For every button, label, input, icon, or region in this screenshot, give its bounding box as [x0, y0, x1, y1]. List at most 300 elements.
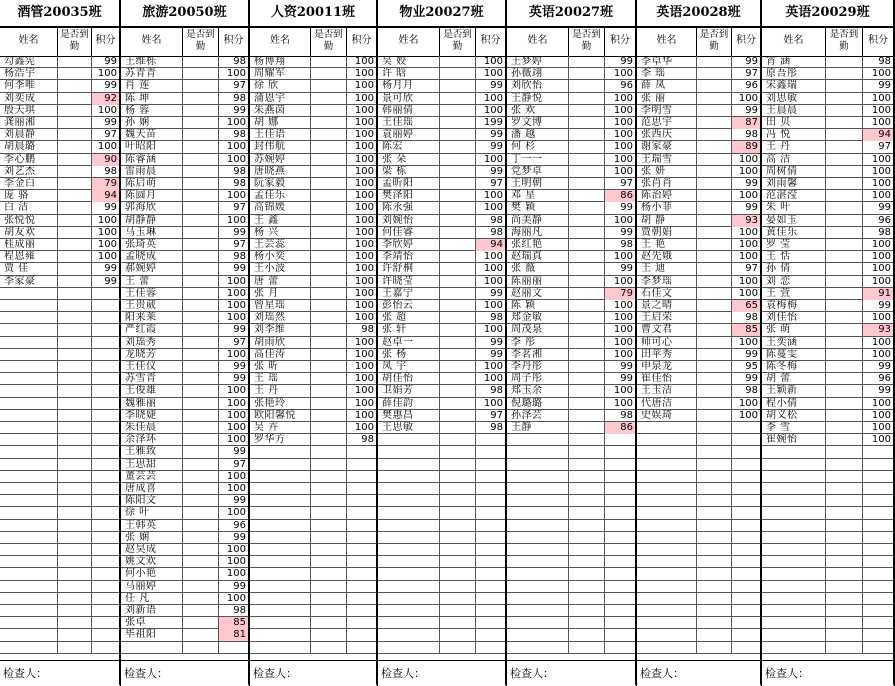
attendance-cell[interactable]	[826, 300, 863, 312]
attendance-cell[interactable]	[183, 593, 219, 605]
attendance-cell[interactable]	[697, 385, 732, 397]
attendance-cell[interactable]	[826, 593, 863, 605]
attendance-cell[interactable]	[58, 385, 92, 397]
attendance-cell[interactable]	[826, 129, 863, 141]
attendance-cell[interactable]	[58, 495, 92, 507]
attendance-cell[interactable]	[697, 617, 732, 629]
attendance-cell[interactable]	[697, 520, 732, 532]
attendance-cell[interactable]	[440, 605, 476, 617]
attendance-cell[interactable]	[440, 251, 476, 263]
attendance-cell[interactable]	[569, 190, 605, 202]
attendance-cell[interactable]	[440, 471, 476, 483]
attendance-cell[interactable]	[697, 324, 732, 336]
attendance-cell[interactable]	[826, 544, 863, 556]
attendance-cell[interactable]	[440, 68, 476, 80]
attendance-cell[interactable]	[440, 80, 476, 92]
attendance-cell[interactable]	[697, 398, 732, 410]
attendance-cell[interactable]	[183, 251, 219, 263]
attendance-cell[interactable]	[569, 93, 605, 105]
attendance-cell[interactable]	[58, 398, 92, 410]
attendance-cell[interactable]	[311, 459, 347, 471]
attendance-cell[interactable]	[183, 349, 219, 361]
attendance-cell[interactable]	[58, 93, 92, 105]
attendance-cell[interactable]	[826, 56, 863, 68]
attendance-cell[interactable]	[569, 385, 605, 397]
attendance-cell[interactable]	[826, 581, 863, 593]
attendance-cell[interactable]	[826, 532, 863, 544]
attendance-cell[interactable]	[440, 617, 476, 629]
attendance-cell[interactable]	[569, 337, 605, 349]
attendance-cell[interactable]	[826, 507, 863, 519]
attendance-cell[interactable]	[183, 398, 219, 410]
attendance-cell[interactable]	[58, 337, 92, 349]
attendance-cell[interactable]	[183, 141, 219, 153]
attendance-cell[interactable]	[569, 239, 605, 251]
attendance-cell[interactable]	[311, 251, 347, 263]
attendance-cell[interactable]	[311, 532, 347, 544]
attendance-cell[interactable]	[697, 129, 732, 141]
attendance-cell[interactable]	[58, 190, 92, 202]
attendance-cell[interactable]	[183, 385, 219, 397]
attendance-cell[interactable]	[569, 642, 605, 654]
attendance-cell[interactable]	[311, 544, 347, 556]
attendance-cell[interactable]	[569, 422, 605, 434]
attendance-cell[interactable]	[569, 544, 605, 556]
attendance-cell[interactable]	[569, 288, 605, 300]
attendance-cell[interactable]	[440, 581, 476, 593]
attendance-cell[interactable]	[440, 629, 476, 641]
attendance-cell[interactable]	[440, 556, 476, 568]
attendance-cell[interactable]	[440, 532, 476, 544]
attendance-cell[interactable]	[440, 568, 476, 580]
attendance-cell[interactable]	[826, 642, 863, 654]
attendance-cell[interactable]	[311, 434, 347, 446]
attendance-cell[interactable]	[58, 532, 92, 544]
attendance-cell[interactable]	[311, 276, 347, 288]
attendance-cell[interactable]	[826, 471, 863, 483]
attendance-cell[interactable]	[826, 459, 863, 471]
attendance-cell[interactable]	[697, 410, 732, 422]
attendance-cell[interactable]	[183, 80, 219, 92]
attendance-cell[interactable]	[569, 593, 605, 605]
attendance-cell[interactable]	[311, 593, 347, 605]
attendance-cell[interactable]	[58, 629, 92, 641]
attendance-cell[interactable]	[826, 190, 863, 202]
attendance-cell[interactable]	[58, 507, 92, 519]
attendance-cell[interactable]	[440, 300, 476, 312]
attendance-cell[interactable]	[183, 312, 219, 324]
attendance-cell[interactable]	[183, 129, 219, 141]
attendance-cell[interactable]	[58, 520, 92, 532]
attendance-cell[interactable]	[440, 154, 476, 166]
attendance-cell[interactable]	[826, 398, 863, 410]
attendance-cell[interactable]	[826, 80, 863, 92]
attendance-cell[interactable]	[440, 288, 476, 300]
attendance-cell[interactable]	[58, 617, 92, 629]
attendance-cell[interactable]	[569, 349, 605, 361]
attendance-cell[interactable]	[58, 605, 92, 617]
attendance-cell[interactable]	[440, 507, 476, 519]
attendance-cell[interactable]	[440, 227, 476, 239]
attendance-cell[interactable]	[569, 300, 605, 312]
attendance-cell[interactable]	[569, 227, 605, 239]
attendance-cell[interactable]	[569, 202, 605, 214]
attendance-cell[interactable]	[440, 215, 476, 227]
attendance-cell[interactable]	[826, 385, 863, 397]
attendance-cell[interactable]	[569, 154, 605, 166]
attendance-cell[interactable]	[697, 642, 732, 654]
attendance-cell[interactable]	[826, 105, 863, 117]
attendance-cell[interactable]	[311, 300, 347, 312]
attendance-cell[interactable]	[311, 227, 347, 239]
attendance-cell[interactable]	[311, 141, 347, 153]
attendance-cell[interactable]	[440, 93, 476, 105]
attendance-cell[interactable]	[311, 385, 347, 397]
attendance-cell[interactable]	[183, 56, 219, 68]
attendance-cell[interactable]	[311, 642, 347, 654]
attendance-cell[interactable]	[58, 373, 92, 385]
attendance-cell[interactable]	[183, 520, 219, 532]
attendance-cell[interactable]	[58, 581, 92, 593]
attendance-cell[interactable]	[826, 446, 863, 458]
attendance-cell[interactable]	[183, 166, 219, 178]
attendance-cell[interactable]	[569, 434, 605, 446]
attendance-cell[interactable]	[311, 312, 347, 324]
attendance-cell[interactable]	[311, 80, 347, 92]
attendance-cell[interactable]	[826, 141, 863, 153]
attendance-cell[interactable]	[311, 56, 347, 68]
attendance-cell[interactable]	[311, 568, 347, 580]
attendance-cell[interactable]	[440, 446, 476, 458]
attendance-cell[interactable]	[440, 459, 476, 471]
attendance-cell[interactable]	[569, 581, 605, 593]
attendance-cell[interactable]	[826, 117, 863, 129]
attendance-cell[interactable]	[311, 349, 347, 361]
attendance-cell[interactable]	[440, 349, 476, 361]
attendance-cell[interactable]	[826, 263, 863, 275]
attendance-cell[interactable]	[697, 154, 732, 166]
attendance-cell[interactable]	[311, 154, 347, 166]
attendance-cell[interactable]	[569, 520, 605, 532]
attendance-cell[interactable]	[697, 93, 732, 105]
attendance-cell[interactable]	[311, 105, 347, 117]
attendance-cell[interactable]	[826, 483, 863, 495]
attendance-cell[interactable]	[569, 361, 605, 373]
attendance-cell[interactable]	[697, 117, 732, 129]
attendance-cell[interactable]	[826, 361, 863, 373]
attendance-cell[interactable]	[58, 178, 92, 190]
attendance-cell[interactable]	[58, 154, 92, 166]
attendance-cell[interactable]	[58, 324, 92, 336]
attendance-cell[interactable]	[58, 300, 92, 312]
attendance-cell[interactable]	[697, 446, 732, 458]
attendance-cell[interactable]	[58, 288, 92, 300]
attendance-cell[interactable]	[826, 434, 863, 446]
attendance-cell[interactable]	[569, 56, 605, 68]
attendance-cell[interactable]	[183, 105, 219, 117]
attendance-cell[interactable]	[569, 129, 605, 141]
attendance-cell[interactable]	[58, 202, 92, 214]
attendance-cell[interactable]	[183, 629, 219, 641]
attendance-cell[interactable]	[826, 349, 863, 361]
attendance-cell[interactable]	[440, 373, 476, 385]
attendance-cell[interactable]	[311, 117, 347, 129]
attendance-cell[interactable]	[58, 544, 92, 556]
attendance-cell[interactable]	[440, 129, 476, 141]
attendance-cell[interactable]	[311, 190, 347, 202]
attendance-cell[interactable]	[183, 617, 219, 629]
attendance-cell[interactable]	[697, 471, 732, 483]
attendance-cell[interactable]	[697, 483, 732, 495]
attendance-cell[interactable]	[183, 544, 219, 556]
attendance-cell[interactable]	[826, 520, 863, 532]
attendance-cell[interactable]	[826, 337, 863, 349]
attendance-cell[interactable]	[183, 190, 219, 202]
attendance-cell[interactable]	[183, 288, 219, 300]
attendance-cell[interactable]	[440, 520, 476, 532]
attendance-cell[interactable]	[58, 593, 92, 605]
attendance-cell[interactable]	[311, 556, 347, 568]
attendance-cell[interactable]	[697, 629, 732, 641]
attendance-cell[interactable]	[826, 288, 863, 300]
attendance-cell[interactable]	[826, 68, 863, 80]
attendance-cell[interactable]	[440, 56, 476, 68]
attendance-cell[interactable]	[440, 398, 476, 410]
attendance-cell[interactable]	[697, 215, 732, 227]
attendance-cell[interactable]	[569, 398, 605, 410]
attendance-cell[interactable]	[311, 373, 347, 385]
attendance-cell[interactable]	[697, 202, 732, 214]
attendance-cell[interactable]	[311, 629, 347, 641]
attendance-cell[interactable]	[697, 434, 732, 446]
attendance-cell[interactable]	[311, 215, 347, 227]
attendance-cell[interactable]	[183, 93, 219, 105]
attendance-cell[interactable]	[697, 544, 732, 556]
attendance-cell[interactable]	[697, 141, 732, 153]
attendance-cell[interactable]	[311, 446, 347, 458]
attendance-cell[interactable]	[826, 251, 863, 263]
attendance-cell[interactable]	[311, 410, 347, 422]
attendance-cell[interactable]	[826, 312, 863, 324]
attendance-cell[interactable]	[311, 337, 347, 349]
attendance-cell[interactable]	[183, 154, 219, 166]
attendance-cell[interactable]	[826, 568, 863, 580]
attendance-cell[interactable]	[697, 251, 732, 263]
attendance-cell[interactable]	[311, 202, 347, 214]
attendance-cell[interactable]	[697, 263, 732, 275]
attendance-cell[interactable]	[311, 178, 347, 190]
attendance-cell[interactable]	[58, 239, 92, 251]
attendance-cell[interactable]	[826, 410, 863, 422]
attendance-cell[interactable]	[697, 605, 732, 617]
attendance-cell[interactable]	[183, 202, 219, 214]
attendance-cell[interactable]	[440, 642, 476, 654]
attendance-cell[interactable]	[569, 373, 605, 385]
attendance-cell[interactable]	[440, 312, 476, 324]
attendance-cell[interactable]	[826, 373, 863, 385]
attendance-cell[interactable]	[826, 154, 863, 166]
attendance-cell[interactable]	[697, 459, 732, 471]
attendance-cell[interactable]	[58, 56, 92, 68]
attendance-cell[interactable]	[58, 446, 92, 458]
attendance-cell[interactable]	[569, 605, 605, 617]
attendance-cell[interactable]	[697, 373, 732, 385]
attendance-cell[interactable]	[826, 617, 863, 629]
attendance-cell[interactable]	[826, 276, 863, 288]
attendance-cell[interactable]	[183, 471, 219, 483]
attendance-cell[interactable]	[58, 471, 92, 483]
attendance-cell[interactable]	[58, 568, 92, 580]
attendance-cell[interactable]	[569, 141, 605, 153]
attendance-cell[interactable]	[311, 361, 347, 373]
attendance-cell[interactable]	[697, 507, 732, 519]
attendance-cell[interactable]	[697, 568, 732, 580]
attendance-cell[interactable]	[440, 410, 476, 422]
attendance-cell[interactable]	[440, 190, 476, 202]
attendance-cell[interactable]	[440, 337, 476, 349]
attendance-cell[interactable]	[697, 556, 732, 568]
attendance-cell[interactable]	[697, 312, 732, 324]
attendance-cell[interactable]	[697, 337, 732, 349]
attendance-cell[interactable]	[440, 593, 476, 605]
attendance-cell[interactable]	[58, 251, 92, 263]
attendance-cell[interactable]	[440, 117, 476, 129]
attendance-cell[interactable]	[183, 361, 219, 373]
attendance-cell[interactable]	[183, 568, 219, 580]
attendance-cell[interactable]	[183, 422, 219, 434]
attendance-cell[interactable]	[697, 239, 732, 251]
attendance-cell[interactable]	[569, 251, 605, 263]
attendance-cell[interactable]	[697, 276, 732, 288]
attendance-cell[interactable]	[183, 459, 219, 471]
attendance-cell[interactable]	[58, 141, 92, 153]
attendance-cell[interactable]	[58, 361, 92, 373]
attendance-cell[interactable]	[58, 276, 92, 288]
attendance-cell[interactable]	[183, 337, 219, 349]
attendance-cell[interactable]	[697, 349, 732, 361]
attendance-cell[interactable]	[697, 68, 732, 80]
attendance-cell[interactable]	[311, 239, 347, 251]
attendance-cell[interactable]	[697, 495, 732, 507]
attendance-cell[interactable]	[697, 593, 732, 605]
attendance-cell[interactable]	[58, 117, 92, 129]
attendance-cell[interactable]	[58, 410, 92, 422]
attendance-cell[interactable]	[311, 263, 347, 275]
attendance-cell[interactable]	[826, 239, 863, 251]
attendance-cell[interactable]	[183, 239, 219, 251]
attendance-cell[interactable]	[311, 324, 347, 336]
attendance-cell[interactable]	[311, 581, 347, 593]
attendance-cell[interactable]	[58, 642, 92, 654]
attendance-cell[interactable]	[311, 495, 347, 507]
attendance-cell[interactable]	[697, 80, 732, 92]
attendance-cell[interactable]	[183, 446, 219, 458]
attendance-cell[interactable]	[311, 617, 347, 629]
attendance-cell[interactable]	[569, 68, 605, 80]
attendance-cell[interactable]	[183, 495, 219, 507]
attendance-cell[interactable]	[569, 471, 605, 483]
attendance-cell[interactable]	[58, 434, 92, 446]
attendance-cell[interactable]	[697, 56, 732, 68]
attendance-cell[interactable]	[826, 495, 863, 507]
attendance-cell[interactable]	[311, 520, 347, 532]
attendance-cell[interactable]	[183, 324, 219, 336]
attendance-cell[interactable]	[826, 556, 863, 568]
attendance-cell[interactable]	[440, 434, 476, 446]
attendance-cell[interactable]	[569, 215, 605, 227]
attendance-cell[interactable]	[440, 263, 476, 275]
attendance-cell[interactable]	[183, 556, 219, 568]
attendance-cell[interactable]	[311, 483, 347, 495]
attendance-cell[interactable]	[58, 349, 92, 361]
attendance-cell[interactable]	[826, 178, 863, 190]
attendance-cell[interactable]	[440, 202, 476, 214]
attendance-cell[interactable]	[440, 324, 476, 336]
attendance-cell[interactable]	[183, 227, 219, 239]
attendance-cell[interactable]	[311, 93, 347, 105]
attendance-cell[interactable]	[440, 422, 476, 434]
attendance-cell[interactable]	[826, 202, 863, 214]
attendance-cell[interactable]	[311, 398, 347, 410]
attendance-cell[interactable]	[311, 68, 347, 80]
attendance-cell[interactable]	[569, 617, 605, 629]
attendance-cell[interactable]	[826, 629, 863, 641]
attendance-cell[interactable]	[697, 105, 732, 117]
attendance-cell[interactable]	[311, 288, 347, 300]
attendance-cell[interactable]	[440, 361, 476, 373]
attendance-cell[interactable]	[183, 410, 219, 422]
attendance-cell[interactable]	[697, 581, 732, 593]
attendance-cell[interactable]	[58, 263, 92, 275]
attendance-cell[interactable]	[183, 215, 219, 227]
attendance-cell[interactable]	[183, 483, 219, 495]
attendance-cell[interactable]	[697, 361, 732, 373]
attendance-cell[interactable]	[826, 93, 863, 105]
attendance-cell[interactable]	[569, 507, 605, 519]
attendance-cell[interactable]	[826, 215, 863, 227]
attendance-cell[interactable]	[569, 80, 605, 92]
attendance-cell[interactable]	[183, 263, 219, 275]
attendance-cell[interactable]	[58, 459, 92, 471]
attendance-cell[interactable]	[183, 642, 219, 654]
attendance-cell[interactable]	[440, 178, 476, 190]
attendance-cell[interactable]	[183, 300, 219, 312]
attendance-cell[interactable]	[440, 483, 476, 495]
attendance-cell[interactable]	[311, 166, 347, 178]
attendance-cell[interactable]	[440, 166, 476, 178]
attendance-cell[interactable]	[58, 215, 92, 227]
attendance-cell[interactable]	[440, 385, 476, 397]
attendance-cell[interactable]	[697, 288, 732, 300]
attendance-cell[interactable]	[58, 80, 92, 92]
attendance-cell[interactable]	[58, 312, 92, 324]
attendance-cell[interactable]	[569, 629, 605, 641]
attendance-cell[interactable]	[58, 129, 92, 141]
attendance-cell[interactable]	[569, 166, 605, 178]
attendance-cell[interactable]	[58, 227, 92, 239]
attendance-cell[interactable]	[697, 190, 732, 202]
attendance-cell[interactable]	[58, 422, 92, 434]
attendance-cell[interactable]	[311, 507, 347, 519]
attendance-cell[interactable]	[183, 117, 219, 129]
attendance-cell[interactable]	[697, 422, 732, 434]
attendance-cell[interactable]	[58, 68, 92, 80]
attendance-cell[interactable]	[183, 68, 219, 80]
attendance-cell[interactable]	[569, 459, 605, 471]
attendance-cell[interactable]	[569, 532, 605, 544]
attendance-cell[interactable]	[183, 605, 219, 617]
attendance-cell[interactable]	[826, 324, 863, 336]
